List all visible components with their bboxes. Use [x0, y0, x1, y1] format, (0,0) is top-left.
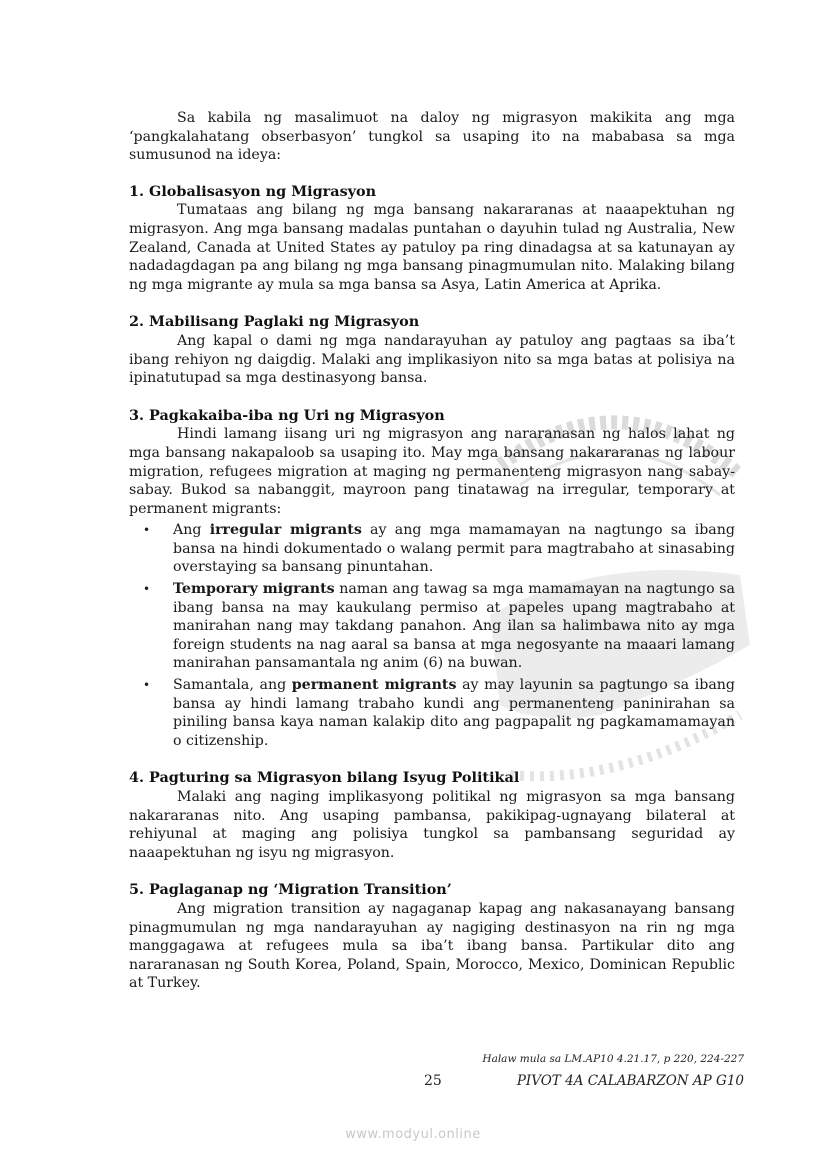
section-paragraph: Hindi lamang iisang uri ng migrasyon ang nararanasan ng halos lahat ng mga bansang nakapaloob sa usaping ito. May mga bansang nakararanas ng labour migration, refugees migration at maging ng permanenteng migrasyon nang sabay-sabay. Bukod sa nabanggit, mayroon pang tinatawag na irregular, temporary at permanent migrants: — [129, 426, 735, 517]
section-heading: 4. Pagturing sa Migrasyon bilang Isyug Politikal — [129, 769, 520, 787]
section-heading: 2. Mabilisang Paglaki ng Migrasyon — [129, 313, 420, 331]
section-1 — [129, 183, 735, 295]
section-heading: 3. Pagkakaiba-iba ng Uri ng Migrasyon — [129, 406, 445, 424]
section-heading: 1. Globalisasyon ng Migrasyon — [129, 182, 377, 200]
intro-paragraph: Sa kabila ng masalimuot na daloy ng migrasyon makikita ang mga ‘pangkalahatang obserbasyon’ tungkol sa usaping ito na mababasa sa mga sumusunod na ideya: — [129, 110, 735, 164]
bullet-text-before: Ang — [173, 522, 210, 539]
bullet-text-before: Samantala, ang — [173, 677, 292, 694]
site-watermark: www.modyul.online — [345, 1127, 481, 1142]
bullet-term: irregular migrants — [209, 522, 362, 539]
bullet-text-after: naman ang tawag sa mga mamamayan na nagtungo sa ibang bansa na may kaukulang permiso at papeles upang magtrabaho at manirahan nang may takdang panahon. Ang ilan sa halimbawa nito ay mga foreign students na nag aaral sa bansa at mga negosyante na maaari lamang manirahan pansamantala ng anim (6) na buwan. — [173, 581, 735, 672]
section-3 — [129, 407, 735, 751]
list-item-temporary-migrants — [143, 580, 735, 673]
page-number: 25 — [424, 1073, 442, 1089]
list-item-permanent-migrants — [143, 676, 736, 750]
bullet-text-after: ay ang mga mamamayan na nagtungo sa ibang bansa na hindi dokumentado o walang permit para magtrabaho at sinasabing overstaying sa bansang pinuntahan. — [173, 522, 735, 576]
bullet-term: Temporary migrants — [173, 581, 335, 598]
source-citation: Halaw mula sa LM.AP10 4.21.17, p 220, 224-227 — [482, 1053, 744, 1065]
bullet-icon: • — [143, 678, 151, 693]
section-2 — [129, 313, 735, 387]
bullet-icon: • — [143, 523, 151, 538]
section-4 — [129, 769, 735, 862]
bullet-term: permanent migrants — [291, 677, 457, 694]
section-heading: 5. Paglaganap ng ‘Migration Transition’ — [129, 881, 452, 899]
document-body — [129, 109, 735, 993]
bullet-icon: • — [143, 582, 151, 597]
section-paragraph: Ang kapal o dami ng mga nandarayuhan ay patuloy ang pagtaas sa iba’t ibang rehiyon ng daigdig. Malaki ang implikasiyon nito sa mga batas at polisiya na ipinatutupad sa mga destinasyong bansa. — [129, 332, 735, 387]
section-paragraph: Ang migration transition ay nagaganap kapag ang nakasanayang bansang pinagmumulan ng mga nandarayuhan ay nagiging destinasyon na rin ng mga manggagawa at refugees mula sa iba’t ibang bansa. Partikular dito ang nararanasan ng South Korea, Poland, Spain, Morocco, Mexico, Dominican Republic at Turkey. — [129, 900, 735, 992]
migrant-types-list — [129, 521, 735, 750]
footer-title: PIVOT 4A CALABARZON AP G10 — [516, 1073, 744, 1089]
bullet-text-after: ay may layunin sa pagtungo sa ibang bansa ay hindi lamang trabaho kundi ang permanenteng paninirahan sa piniling bansa kaya naman kalakip dito ang pagpapalit ng pagkamamamayan o citizenship. — [173, 677, 736, 749]
section-5 — [129, 881, 735, 993]
list-item-irregular-migrants — [143, 521, 735, 577]
section-paragraph: Tumataas ang bilang ng mga bansang nakararanas at naaapektuhan ng migrasyon. Ang mga bansang madalas puntahan o dayuhin tulad ng Australia, New Zealand, Canada at United States ay patuloy pa ring dinadagsa at sa katunayan ay nadadagdagan pa ang bilang ng mga bansang pinagmumulan nito. Malaking bilang ng mga migrante ay mula sa mga bansa sa Asya, Latin America at Aprika. — [129, 202, 735, 293]
section-paragraph: Malaki ang naging implikasyong politikal ng migrasyon sa mga bansang nakararanas nito. Ang usaping pambansa, pakikipag-ugnayang bilateral at rehiyunal at maging ang polisiya tungkol sa pambansang seguridad ay naaapektuhan ng isyu ng migrasyon. — [129, 789, 735, 861]
